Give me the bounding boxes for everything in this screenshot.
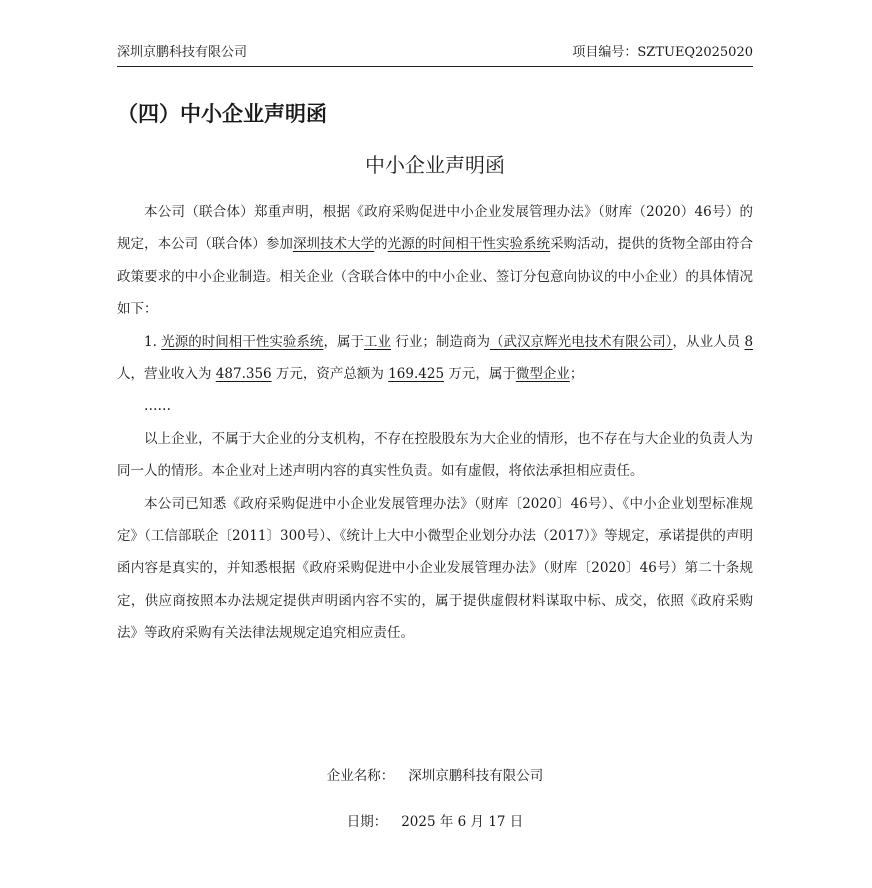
page-header — [117, 44, 753, 62]
item-text: ，从业人员 — [672, 333, 741, 350]
date-label: 日期： — [346, 814, 388, 830]
goods-name: 光源的时间相干性实验系统 — [161, 333, 324, 350]
item-text: 万元，资产总额为 — [275, 366, 384, 383]
paragraph-text: 本公司（联合体）郑重声明，根据《政府采购促进中小企业发展管理办法》（财库（2020）46号）的规定，本公司（联合体）参加 — [117, 204, 753, 253]
company-name: 深圳京鹏科技有限公司 — [408, 768, 544, 784]
enterprise-scale: 微型企业 — [515, 366, 570, 383]
item-text: 行业；制造商为 — [395, 333, 490, 350]
project-name: 光源的时间相干性实验系统 — [387, 236, 551, 253]
item-text: 人，营业收入为 — [117, 366, 212, 383]
ellipsis: …… — [144, 398, 171, 415]
paragraph-text: 的 — [374, 236, 388, 253]
item-text: ； — [569, 366, 584, 383]
header-company: 深圳京鹏科技有限公司 — [117, 45, 248, 60]
employees-count: 8 — [744, 333, 754, 350]
industry-value: 工业 — [364, 333, 392, 350]
paragraph-independence: 以上企业，不属于大企业的分支机构，不存在控股股东为大企业的情形，也不存在与大企业的负责人为同一人的情形。本企业对上述声明内容的真实性负责。如有虚假，将依法承担相应责任。 — [117, 430, 753, 480]
header-project-number: 项目编号：SZTUEQ2025020 — [572, 45, 753, 60]
signature-company-line — [117, 766, 753, 786]
assets-value: 169.425 — [388, 366, 445, 383]
header-divider — [117, 66, 753, 67]
paragraph-acknowledgement: 本公司已知悉《政府采购促进中小企业发展管理办法》（财库〔2020〕46号）、《中小企业划型标准规定》（工信部联企〔2011〕300号）、《统计上大中小微型企业划分办法（2017）》等规定，承诺提供的声明函内容是真实的，并知悉根据《政府采购促进中小企业发展管理办法》（财库〔2020〕46号）第二十条规定，供应商按照本办法规定提供声明函内容不实的，属于提供虚假材料谋取中标、成交，依照《政府采购法》等政府采购有关法律法规规定追究相应责任。 — [117, 495, 753, 642]
enterprise-item-1 — [117, 326, 753, 391]
purchaser-name: 深圳技术大学 — [292, 236, 375, 253]
section-title: （四）中小企业声明函 — [117, 102, 327, 126]
document-title: 中小企业声明函 — [365, 153, 505, 177]
revenue-value: 487.356 — [215, 366, 272, 383]
company-label: 企业名称： — [326, 768, 395, 784]
paragraph-declaration — [117, 196, 753, 326]
item-number: 1. — [144, 333, 157, 350]
paragraph-text: 采购活动，提供的货物全部由符合政策要求的中小企业制造。相关企业（含联合体中的中小企业、签订分包意向协议的中小企业）的具体情况如下： — [117, 236, 754, 318]
signature-date-line — [117, 812, 753, 832]
manufacturer-name: （武汉京辉光电技术有限公司） — [490, 333, 673, 350]
item-text: ，属于 — [323, 333, 364, 350]
date-value: 2025 年 6 月 17 日 — [401, 814, 524, 830]
declaration-body — [117, 196, 753, 650]
item-text: 万元，属于 — [448, 366, 516, 383]
